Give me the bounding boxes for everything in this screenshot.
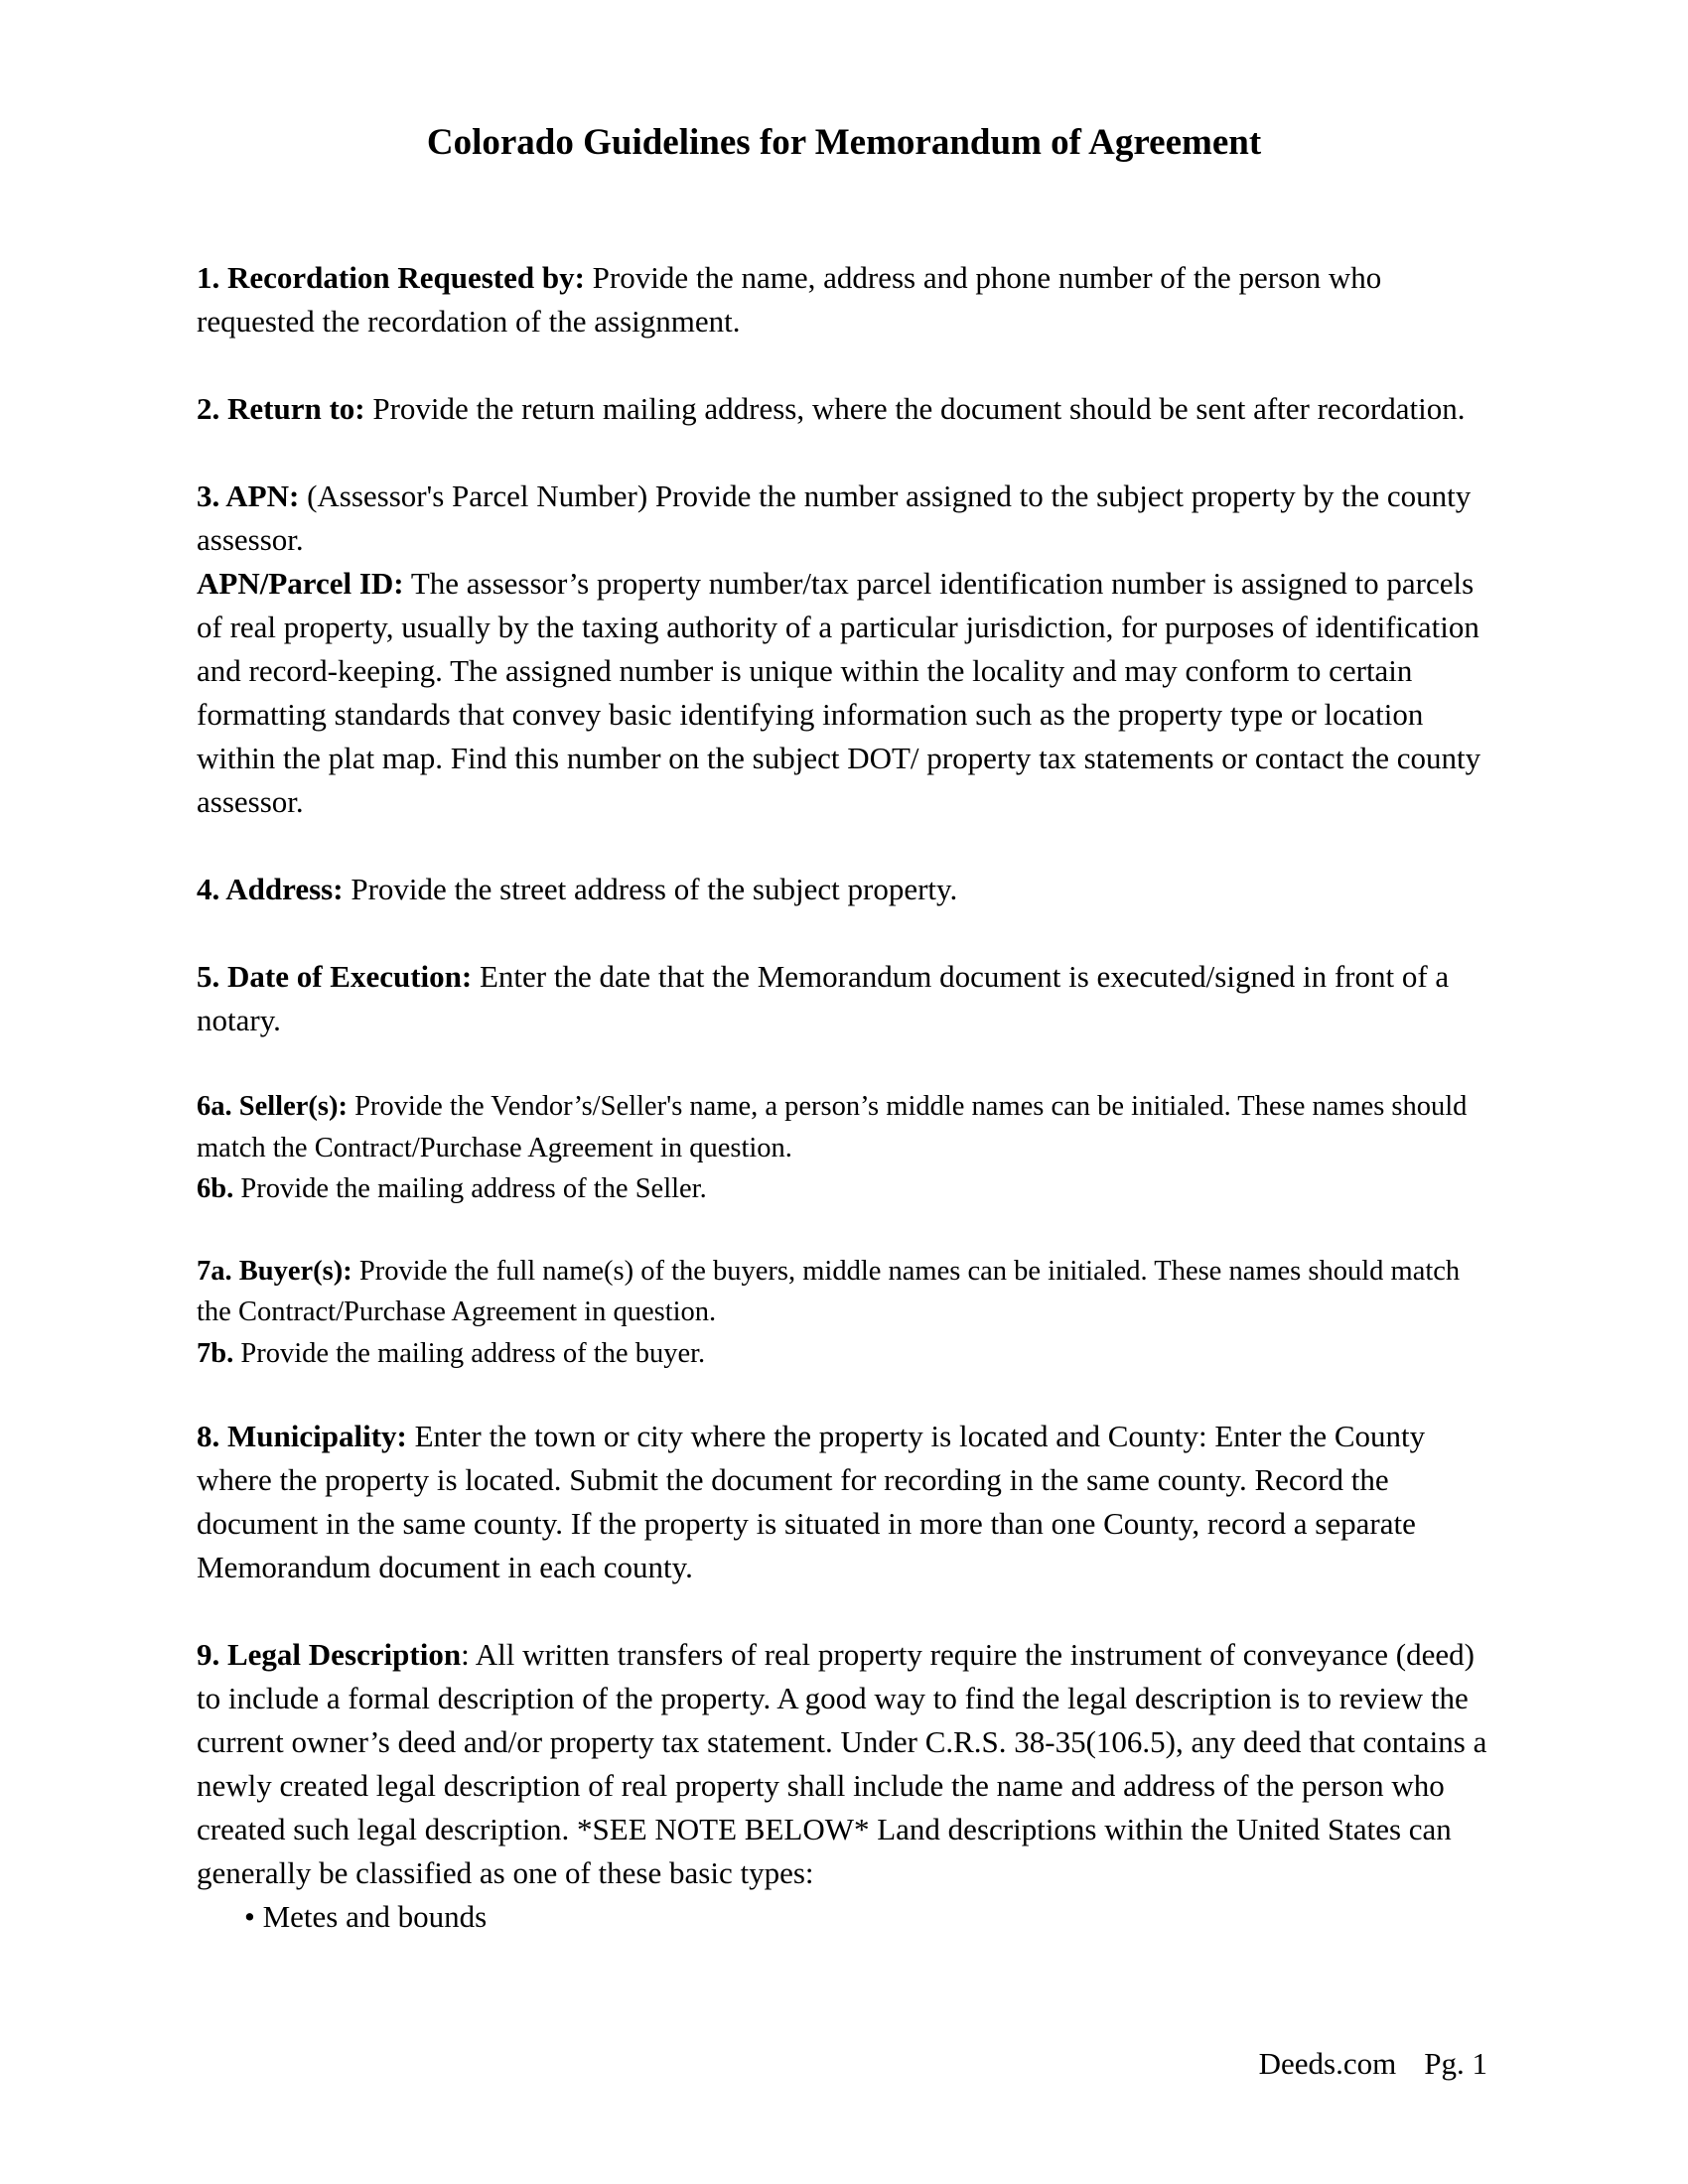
section-text: (Assessor's Parcel Number) Provide the number assigned to the subject property by the county assessor. xyxy=(197,478,1472,557)
section-label: 8. Municipality: xyxy=(197,1419,407,1453)
section-apn-parcel-id xyxy=(197,562,1489,824)
section-recordation-requested-by xyxy=(197,256,1489,343)
section-text: Enter the town or city where the property is located and County: Enter the County where the property is located. Submit the document for recording in the same county. Record the document in the same county. If the property is situated in more than one County, record a separate Memorandum document in each county. xyxy=(197,1419,1426,1584)
section-label: 2. Return to: xyxy=(197,391,365,426)
section-address xyxy=(197,868,1489,911)
section-legal-description xyxy=(197,1633,1489,1895)
section-label: 7b. xyxy=(197,1337,234,1369)
footer-site-name: Deeds.com xyxy=(1258,2046,1397,2081)
section-label: APN/Parcel ID: xyxy=(197,566,404,601)
section-label: 4. Address: xyxy=(197,872,344,906)
section-label: 3. APN: xyxy=(197,478,300,513)
section-label: 5. Date of Execution: xyxy=(197,959,473,994)
section-label: 7a. Buyer(s): xyxy=(197,1255,352,1287)
section-buyers xyxy=(197,1251,1489,1333)
section-label: 1. Recordation Requested by: xyxy=(197,260,585,295)
section-text: Provide the mailing address of the Seller. xyxy=(233,1173,707,1204)
guidelines-body xyxy=(197,256,1489,1939)
list-item: • Metes and bounds xyxy=(244,1899,488,1934)
section-label: 6b. xyxy=(197,1173,234,1204)
land-description-types-list xyxy=(197,1895,1489,1939)
section-label: 9. Legal Description xyxy=(197,1637,462,1672)
section-text: Provide the name, address and phone number of the person who requested the recordation of the assignment. xyxy=(197,260,1382,339)
section-text: Provide the mailing address of the buyer. xyxy=(233,1337,706,1369)
section-apn xyxy=(197,475,1489,562)
section-return-to xyxy=(197,387,1489,431)
page-title: Colorado Guidelines for Memorandum of Agreement xyxy=(426,122,1262,163)
section-label: 6a. Seller(s): xyxy=(197,1091,348,1122)
section-text: Provide the full name(s) of the buyers, middle names can be initialed. These names should match the Contract/Purchase Agreement in question. xyxy=(197,1255,1461,1327)
section-text: Provide the street address of the subject property. xyxy=(343,872,958,906)
page-footer xyxy=(1259,2046,1487,2082)
section-text: Provide the return mailing address, where the document should be sent after recordation. xyxy=(364,391,1466,426)
section-municipality xyxy=(197,1415,1489,1589)
section-text: : All written transfers of real property require the instrument of conveyance (deed) to include a formal description of the property. A good way to find the legal description is to review the current owner’s deed and/or property tax statement. Under C.R.S. 38-35(106.5), any deed that contains a newly created legal description of real property shall include the name and address of the person who created such legal description. *SEE NOTE BELOW* Land descriptions within the United States can generally be classified as one of these basic types: xyxy=(197,1637,1487,1890)
section-text: Provide the Vendor’s/Seller's name, a person’s middle names can be initialed. These names should match the Contract/Purchase Agreement in question. xyxy=(197,1091,1468,1163)
section-date-of-execution xyxy=(197,955,1489,1042)
section-buyer-address xyxy=(197,1333,1489,1375)
section-sellers xyxy=(197,1086,1489,1168)
section-text: Enter the date that the Memorandum document is executed/signed in front of a notary. xyxy=(197,959,1450,1037)
section-seller-address xyxy=(197,1168,1489,1210)
section-text: The assessor’s property number/tax parcel identification number is assigned to parcels of real property, usually by the taxing authority of a particular jurisdiction, for purposes of identification and record-keeping. The assigned number is unique within the locality and may conform to certain formatting standards that convey basic identifying information such as the property type or location within the plat map. Find this number on the subject DOT/ property tax statements or contact the county assessor. xyxy=(197,566,1481,819)
page-number: Pg. 1 xyxy=(1424,2046,1487,2081)
